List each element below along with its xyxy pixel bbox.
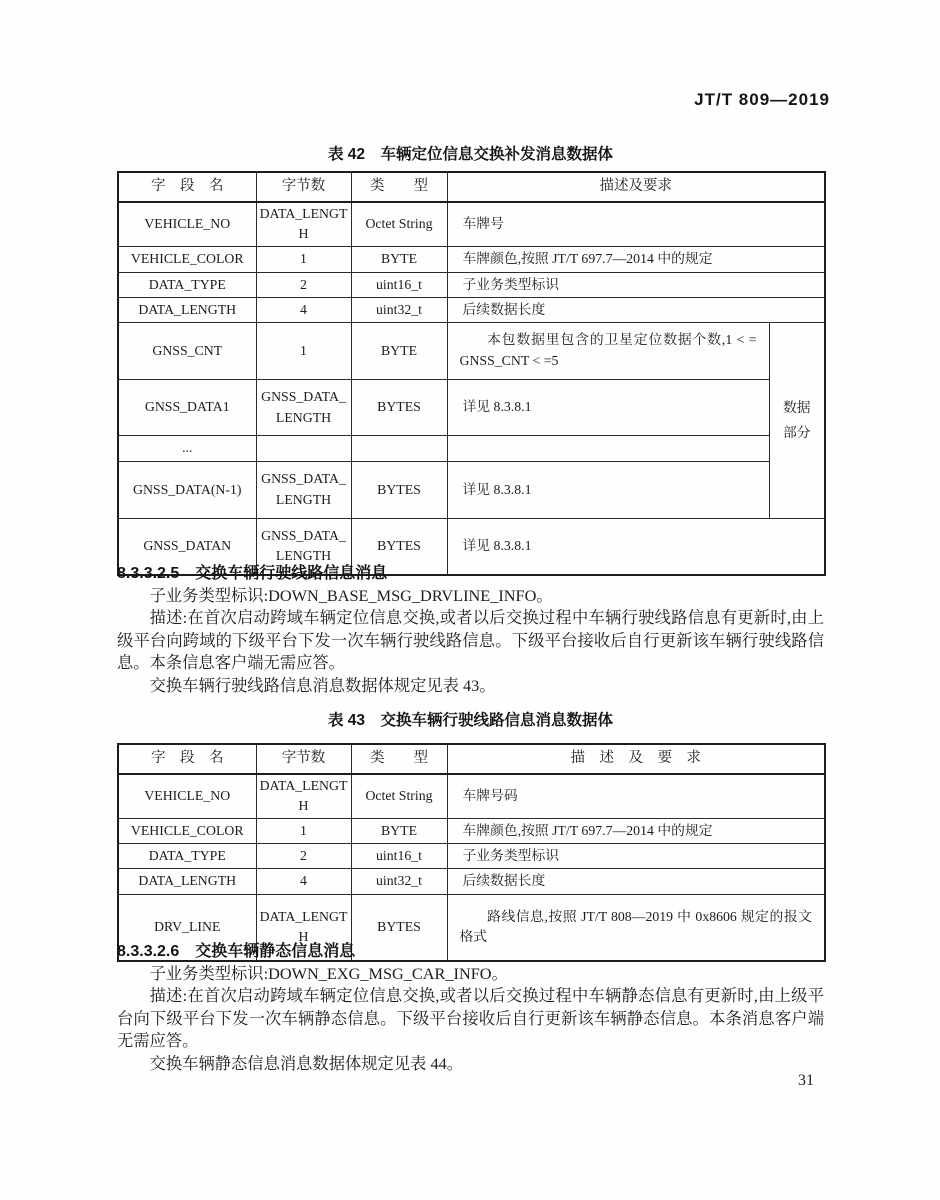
cell-field: VEHICLE_NO (118, 774, 256, 819)
table-row (118, 247, 825, 273)
cell-desc: 本包数据里包含的卫星定位数据个数,1 < = GNSS_CNT < =5 (447, 323, 769, 380)
table-row (118, 744, 825, 774)
cell-type: uint16_t (351, 273, 447, 298)
section-8-3-3-2-5 (117, 562, 824, 697)
table-row (118, 298, 825, 323)
cell-type: BYTE (351, 247, 447, 273)
table-row (118, 273, 825, 298)
cell-desc: 车牌颜色,按照 JT/T 697.7—2014 中的规定 (447, 247, 825, 273)
cell-field: GNSS_DATA1 (118, 380, 256, 436)
paragraph: 子业务类型标识:DOWN_BASE_MSG_DRVLINE_INFO。 (149, 586, 553, 605)
standard-number: JT/T 809—2019 (694, 90, 830, 109)
paragraph: 交换车辆静态信息消息数据体规定见表 44。 (149, 1053, 464, 1073)
cell-bytes: DATA_LENGTH (256, 774, 351, 819)
cell-type: uint32_t (351, 298, 447, 323)
cell-field: GNSS_DATAN (118, 519, 256, 575)
table-row (118, 774, 825, 819)
cell-type: uint16_t (351, 844, 447, 869)
cell-bytes (256, 436, 351, 462)
paragraph: 描述:在首次启动跨域车辆定位信息交换,或者以后交换过程中车辆行驶线路信息有更新时,由上级平台向跨域的下级平台下发一次车辆行驶线路信息。下级平台接收后自行更新该车辆行驶线路信息。本条信息客户端无需应答。 (117, 608, 824, 673)
cell-type: Octet String (351, 774, 447, 819)
cell-bytes: DATA_LENGTH (256, 895, 351, 961)
paragraph: 描述:在首次启动跨域车辆定位信息交换,或者以后交换过程中车辆静态信息有更新时,由上级平台向下级平台下发一次车辆静态信息。下级平台接收后自行更新该车辆静态信息。本条消息客户端无需应答。 (117, 986, 824, 1051)
table-row (118, 323, 825, 380)
side-label-cell: 数据部分 (769, 323, 825, 519)
cell-field: DATA_LENGTH (118, 869, 256, 895)
header-cell-bytes: 字节数 (256, 744, 351, 774)
cell-bytes: DATA_LENGTH (256, 202, 351, 247)
cell-field: DRV_LINE (118, 895, 256, 961)
cell-desc: 车牌号 (447, 202, 825, 247)
table-42 (117, 171, 826, 576)
table-42-title: 表 42 车辆定位信息交换补发消息数据体 (327, 146, 614, 163)
cell-desc: 详见 8.3.8.1 (447, 519, 825, 575)
table-row (118, 172, 825, 202)
cell-desc: 后续数据长度 (447, 869, 825, 895)
cell-desc: 详见 8.3.8.1 (447, 462, 769, 519)
cell-field: VEHICLE_COLOR (118, 247, 256, 273)
cell-desc: 子业务类型标识 (447, 273, 825, 298)
cell-type: BYTES (351, 895, 447, 961)
cell-bytes: GNSS_DATA_LENGTH (256, 380, 351, 436)
cell-desc (447, 436, 769, 462)
table-row (118, 202, 825, 247)
cell-type: Octet String (351, 202, 447, 247)
cell-field: GNSS_DATA(N-1) (118, 462, 256, 519)
table-row (118, 462, 825, 519)
cell-bytes: 4 (256, 869, 351, 895)
table-row (118, 869, 825, 895)
cell-bytes: 2 (256, 844, 351, 869)
cell-bytes: GNSS_DATA_LENGTH (256, 519, 351, 575)
header-cell-field: 字 段 名 (118, 172, 256, 202)
cell-desc: 后续数据长度 (447, 298, 825, 323)
cell-bytes: 1 (256, 323, 351, 380)
cell-desc: 车牌颜色,按照 JT/T 697.7—2014 中的规定 (447, 819, 825, 844)
cell-field: ... (118, 436, 256, 462)
cell-field: GNSS_CNT (118, 323, 256, 380)
table-row (118, 380, 825, 436)
section-heading: 8.3.3.2.5 交换车辆行驶线路信息消息 (117, 565, 388, 582)
cell-bytes: 4 (256, 298, 351, 323)
header-cell-bytes: 字节数 (256, 172, 351, 202)
cell-type: BYTE (351, 323, 447, 380)
table-43-title: 表 43 交换车辆行驶线路信息消息数据体 (327, 712, 614, 729)
cell-type: BYTES (351, 519, 447, 575)
table-43 (117, 743, 826, 962)
cell-bytes: 2 (256, 273, 351, 298)
header-cell-desc: 描述及要求 (447, 172, 825, 202)
cell-type (351, 436, 447, 462)
cell-desc: 详见 8.3.8.1 (447, 380, 769, 436)
paragraph: 子业务类型标识:DOWN_EXG_MSG_CAR_INFO。 (149, 964, 508, 983)
paragraph: 交换车辆行驶线路信息消息数据体规定见表 43。 (149, 675, 496, 695)
page-number: 31 (798, 1072, 814, 1089)
table-row (118, 844, 825, 869)
cell-field: DATA_TYPE (118, 273, 256, 298)
header-cell-type: 类 型 (351, 172, 447, 202)
cell-field: DATA_TYPE (118, 844, 256, 869)
cell-bytes: 1 (256, 247, 351, 273)
cell-field: VEHICLE_NO (118, 202, 256, 247)
cell-type: BYTES (351, 380, 447, 436)
cell-field: DATA_LENGTH (118, 298, 256, 323)
section-8-3-3-2-6 (117, 940, 824, 1075)
table-row (118, 819, 825, 844)
cell-bytes: 1 (256, 819, 351, 844)
cell-desc: 路线信息,按照 JT/T 808—2019 中 0x8606 规定的报文格式 (447, 895, 825, 961)
cell-field: VEHICLE_COLOR (118, 819, 256, 844)
table-row (118, 436, 825, 462)
header-cell-type: 类 型 (351, 744, 447, 774)
cell-desc: 车牌号码 (447, 774, 825, 819)
cell-type: BYTES (351, 462, 447, 519)
cell-bytes: GNSS_DATA_LENGTH (256, 462, 351, 519)
cell-type: BYTE (351, 819, 447, 844)
cell-type: uint32_t (351, 869, 447, 895)
header-cell-field: 字 段 名 (118, 744, 256, 774)
cell-desc: 子业务类型标识 (447, 844, 825, 869)
section-heading: 8.3.3.2.6 交换车辆静态信息消息 (117, 943, 356, 960)
header-cell-desc: 描 述 及 要 求 (447, 744, 825, 774)
